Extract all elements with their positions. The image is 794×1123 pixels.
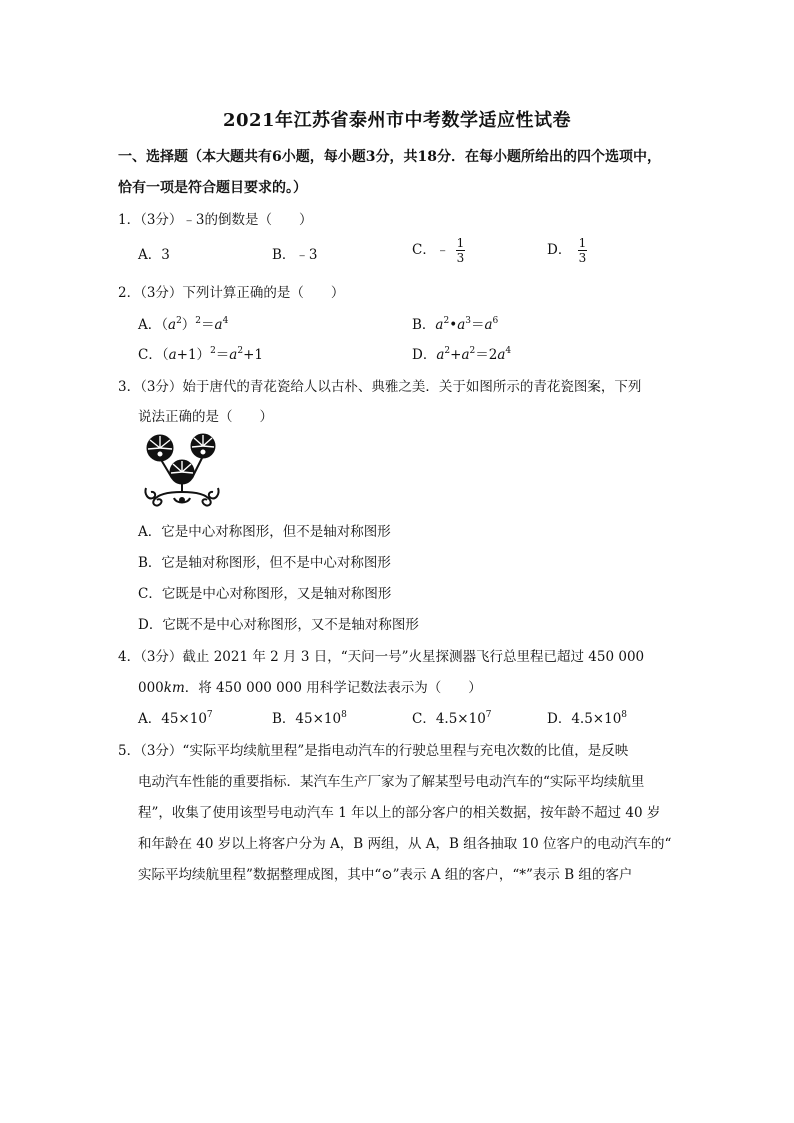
q3-option-c: C．它既是中心对称图形，又是轴对称图形: [138, 586, 392, 602]
q4-option-c-base: C．4.5×10: [412, 711, 486, 727]
q1-option-c-fraction: [456, 236, 466, 265]
fraction-denominator: 3: [456, 251, 465, 265]
q1-option-c: [412, 236, 465, 265]
q1-option-c-prefix: C．﹣: [412, 242, 450, 258]
q2-option-a: A．$(a^2)^2=a^4$: [138, 316, 229, 333]
q3-option-d: D．它既不是中心对称图形，又不是轴对称图形: [138, 617, 419, 633]
q1-option-b: B．﹣3: [272, 247, 318, 263]
fraction-numerator: 1: [456, 236, 465, 250]
q1-stem: 1．（3分）﹣3的倒数是（ ）: [118, 212, 313, 228]
q3-stem-cont: 说法正确的是（ ）: [138, 409, 273, 425]
q4-option-a-base: A．45×10: [138, 711, 207, 727]
q1-option-d-fraction: [578, 236, 588, 265]
q2-stem: 2．（3分）下列计算正确的是（ ）: [118, 285, 345, 301]
fraction-denominator: 3: [578, 251, 587, 265]
section-heading-cont: 恰有一项是符合题目要求的。）: [118, 180, 307, 196]
q5-stem-line4: 和年龄在 40 岁以上将客户分为 A，B 两组，从 A，B 组各抽取 10 位客户的电动汽车的“: [138, 836, 672, 852]
q3-option-b: B．它是轴对称图形，但不是中心对称图形: [138, 555, 391, 571]
q2-option-b: B．$a^2•a^3=a^6$: [412, 316, 499, 333]
q4-option-b-base: B．45×10: [272, 711, 342, 727]
q4-option-b: [272, 707, 347, 727]
q1-option-d: [547, 236, 587, 265]
q4-option-c-exp: 7: [485, 710, 492, 720]
q5-stem-line3: 程”，收集了使用该型号电动汽车 1 年以上的部分客户的相关数据，按年龄不超过 40 岁: [138, 805, 661, 821]
q4-option-a: [138, 707, 213, 727]
q4-option-c: [412, 707, 492, 727]
q3-option-a: A．它是中心对称图形，但不是轴对称图形: [138, 524, 391, 540]
q4-stem-rest: ．将 450 000 000 用科学记数法表示为（ ）: [184, 680, 482, 696]
q4-option-d-exp: 8: [621, 710, 628, 720]
q5-stem-line5: 实际平均续航里程”数据整理成图，其中“⊙”表示 A 组的客户，“*”表示 B 组的客户: [138, 867, 633, 883]
q4-number-tail: 000: [138, 680, 164, 696]
porcelain-pattern-figure: [140, 432, 224, 508]
fraction-numerator: 1: [578, 236, 587, 250]
q4-unit: km: [163, 680, 185, 696]
q2-option-d: D．$a^2+a^2=2a^4$: [412, 346, 512, 363]
q2-option-c: C．$(a+1)^2=a^2+1$: [138, 346, 263, 363]
q5-stem-line2: 电动汽车性能的重要指标．某汽车生产厂家为了解某型号电动汽车的“实际平均续航里: [138, 774, 645, 790]
q5-stem: 5．（3分）“实际平均续航里程”是指电动汽车的行驶总里程与充电次数的比值，是反映: [118, 743, 629, 759]
q4-option-b-exp: 8: [341, 710, 347, 720]
q1-option-d-prefix: D．: [547, 242, 572, 258]
q4-option-d: [547, 707, 627, 727]
q3-stem: 3．（3分）始于唐代的青花瓷给人以古朴、典雅之美．关于如图所示的青花瓷图案，下列: [118, 379, 642, 395]
q4-option-a-exp: 7: [206, 710, 213, 720]
page-title: 2021年江苏省泰州市中考数学适应性试卷: [222, 110, 572, 131]
q4-stem-cont: [138, 676, 482, 696]
q4-stem: 4．（3分）截止 2021 年 2 月 3 日，“天问一号”火星探测器飞行总里程已超过 450 000: [118, 649, 645, 665]
section-heading: 一、选择题（本大题共有6小题，每小题3分，共18分．在每小题所给出的四个选项中，: [118, 149, 661, 165]
q1-option-a: A．3: [138, 247, 170, 263]
q4-option-d-base: D．4.5×10: [547, 711, 622, 727]
